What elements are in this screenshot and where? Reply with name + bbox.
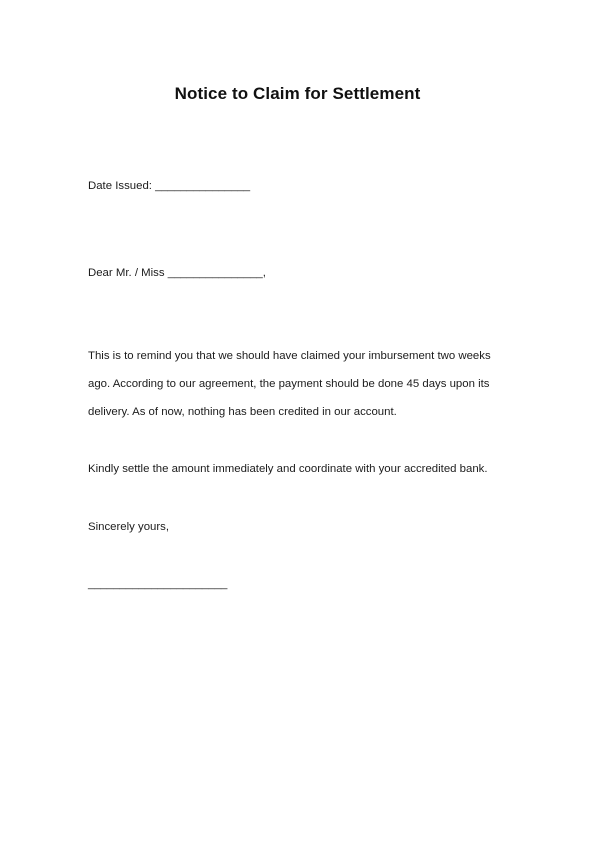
body-paragraph: Kindly settle the amount immediately and coordinate with your accredited bank.	[88, 463, 488, 475]
signature-line: ______________________	[88, 578, 228, 590]
date-issued-field: Date Issued: _______________	[88, 180, 251, 192]
closing: Sincerely yours,	[88, 521, 170, 533]
body-paragraph-line: delivery. As of now, nothing has been credited in our account.	[88, 406, 397, 418]
body-paragraph-line: ago. According to our agreement, the payment should be done 45 days upon its	[88, 378, 490, 390]
body-paragraph-line: This is to remind you that we should have claimed your imbursement two weeks	[88, 350, 491, 362]
document-title: Notice to Claim for Settlement	[174, 84, 421, 103]
salutation: Dear Mr. / Miss _______________,	[88, 267, 266, 279]
